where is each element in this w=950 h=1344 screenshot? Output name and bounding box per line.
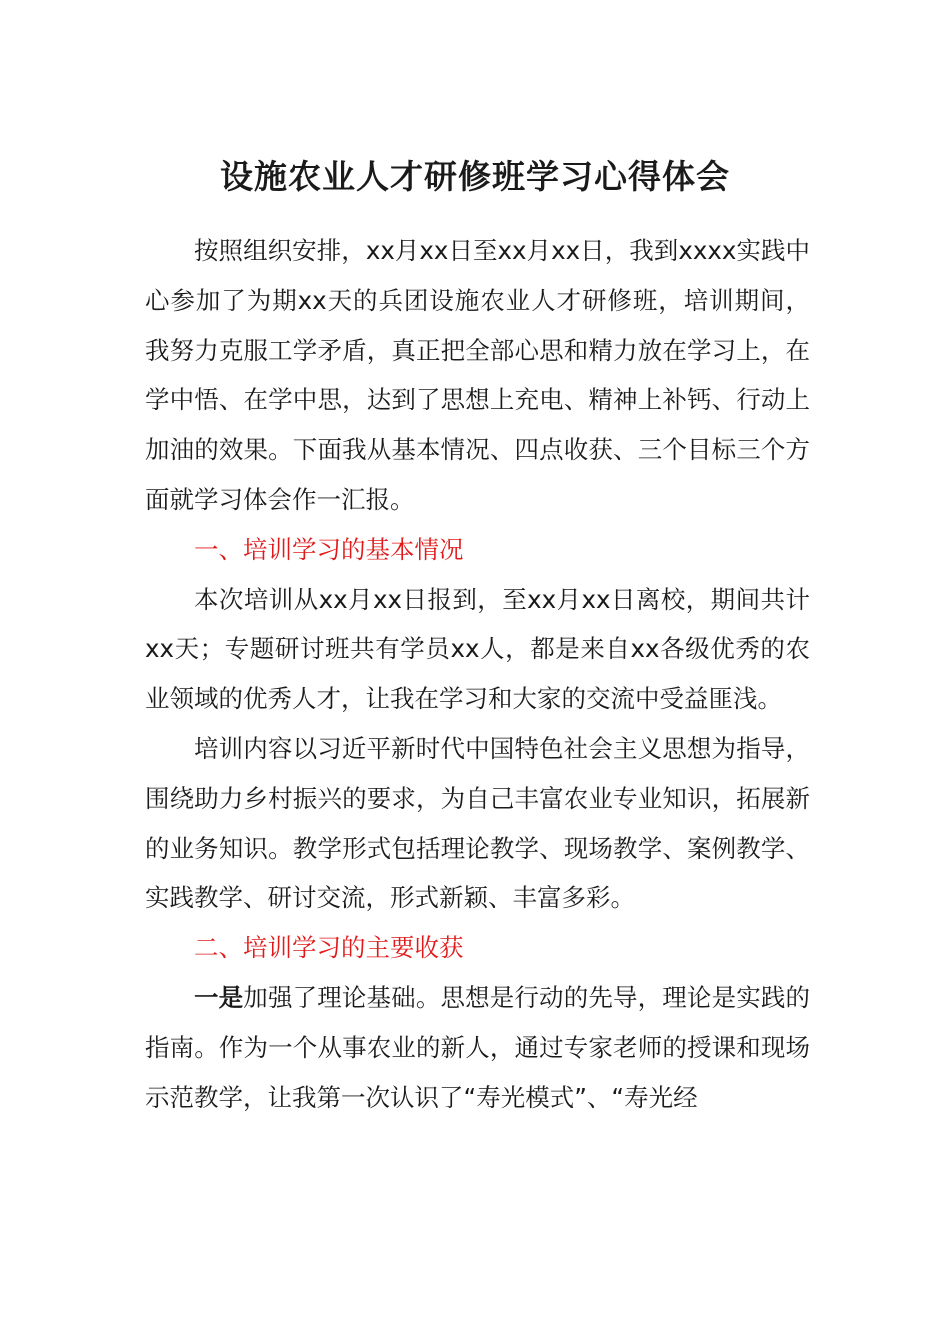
- basic-info-paragraph: [145, 575, 810, 724]
- training-content-paragraph: [145, 724, 810, 923]
- gain-one-paragraph: [145, 973, 810, 1122]
- paragraph-text: 本次培训从xx月xx日报到，至xx月xx日离校，期间共计xx天；专题研讨班共有学员xx人，都是来自xx各级优秀的农业领域的优秀人才，让我在学习和大家的交流中受益匪浅。: [145, 584, 810, 714]
- paragraph-text: 按照组织安排，xx月xx日至xx月xx日，我到xxxx实践中心参加了为期xx天的兵团设施农业人才研修班，培训期间，我努力克服工学矛盾，真正把全部心思和精力放在学习上，在学中悟、在学中思，达到了思想上充电、精神上补钙、行动上加油的效果。下面我从基本情况、四点收获、三个目标三个方面就学习体会作一汇报。: [145, 236, 810, 514]
- section-heading-text: 一、培训学习的基本情况: [194, 534, 464, 564]
- section-heading-gains: [145, 923, 810, 973]
- document-body: [145, 226, 810, 1122]
- paragraph-lead: 一是: [194, 982, 244, 1012]
- section-heading-basic: [145, 525, 810, 575]
- intro-paragraph: [145, 226, 810, 525]
- section-heading-text: 二、培训学习的主要收获: [194, 933, 464, 963]
- document-title: 设施农业人才研修班学习心得体会: [220, 157, 730, 196]
- paragraph-text: 培训内容以习近平新时代中国特色社会主义思想为指导，围绕助力乡村振兴的要求，为自己丰富农业专业知识，拓展新的业务知识。教学形式包括理论教学、现场教学、案例教学、实践教学、研讨交流，形式新颖、丰富多彩。: [145, 733, 810, 913]
- paragraph-text: 加强了理论基础。思想是行动的先导，理论是实践的指南。作为一个从事农业的新人，通过专家老师的授课和现场示范教学，让我第一次认识了“寿光模式”、“寿光经: [145, 982, 811, 1112]
